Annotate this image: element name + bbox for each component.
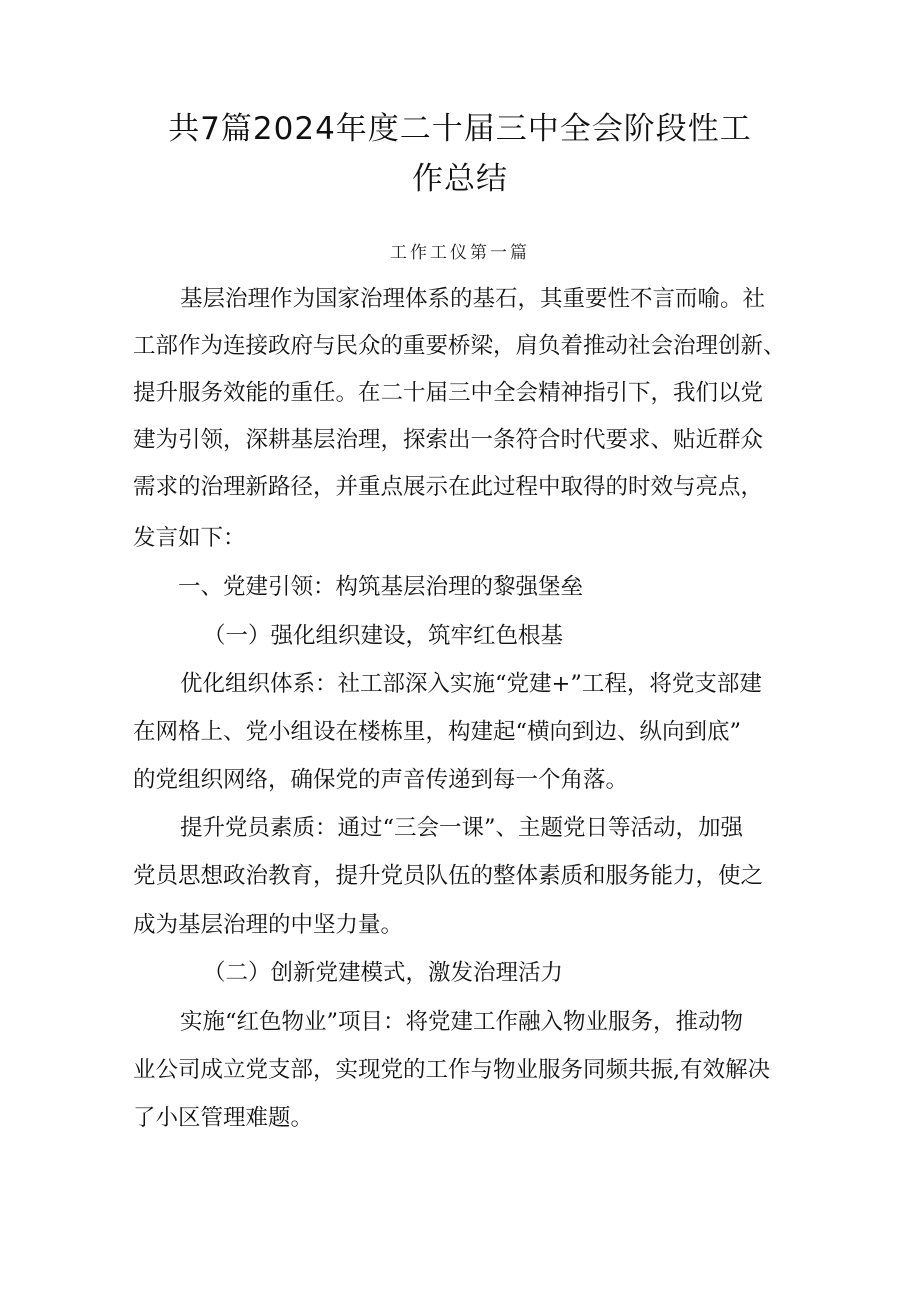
body-line: 工部作为连接政府与民众的重要桥梁，肩负着推动社会治理创新、 — [133, 333, 786, 359]
subsection-heading: （二）创新党建模式，激发治理活力 — [203, 960, 564, 986]
body-line: 业公司成立党支部，实现党的工作与物业服务同频共振,有效解决 — [133, 1057, 771, 1083]
body-line: 实施“红色物业”项目：将党建工作融入物业服务，推动物 — [180, 1009, 744, 1035]
body-line: 基层治理作为国家治理体系的基石，其重要性不言而喻。社 — [180, 286, 766, 312]
subsection-heading: （一）强化组织建设，筑牢红色根基 — [203, 623, 564, 649]
body-line: 党员思想政治教育，提升党员队伍的整体素质和服务能力，使之 — [133, 863, 764, 889]
body-line: 需求的治理新路径，并重点展示在此过程中取得的时效与亮点， — [133, 474, 764, 500]
body-line: 成为基层治理的中坚力量。 — [133, 912, 404, 938]
document-title-line-1: 共7篇2024年度二十届三中全会阶段性工 — [168, 111, 752, 147]
body-line: 提升党员素质：通过“三会一课”、主题党日等活动，加强 — [180, 815, 744, 841]
document-subtitle: 工作工仪第一篇 — [390, 243, 530, 263]
body-line: 建为引领，深耕基层治理，探索出一条符合时代要求、贴近群众 — [133, 427, 764, 453]
body-line: 提升服务效能的重任。在二十届三中全会精神指引下，我们以党 — [133, 380, 764, 406]
body-line: 在网格上、党小组设在楼栋里，构建起“横向到边、纵向到底” — [133, 719, 742, 745]
body-line: 发言如下： — [133, 525, 246, 551]
body-line: 优化组织体系：社工部深入实施“党建+”工程，将党支部建 — [180, 671, 762, 697]
document-title-line-2: 作总结 — [412, 161, 508, 197]
section-heading: 一、党建引领：构筑基层治理的黎强堡垒 — [178, 574, 584, 600]
body-line: 了小区管理难题。 — [133, 1105, 314, 1131]
body-line: 的党组织网络，确保党的声音传递到每一个角落。 — [133, 767, 629, 793]
